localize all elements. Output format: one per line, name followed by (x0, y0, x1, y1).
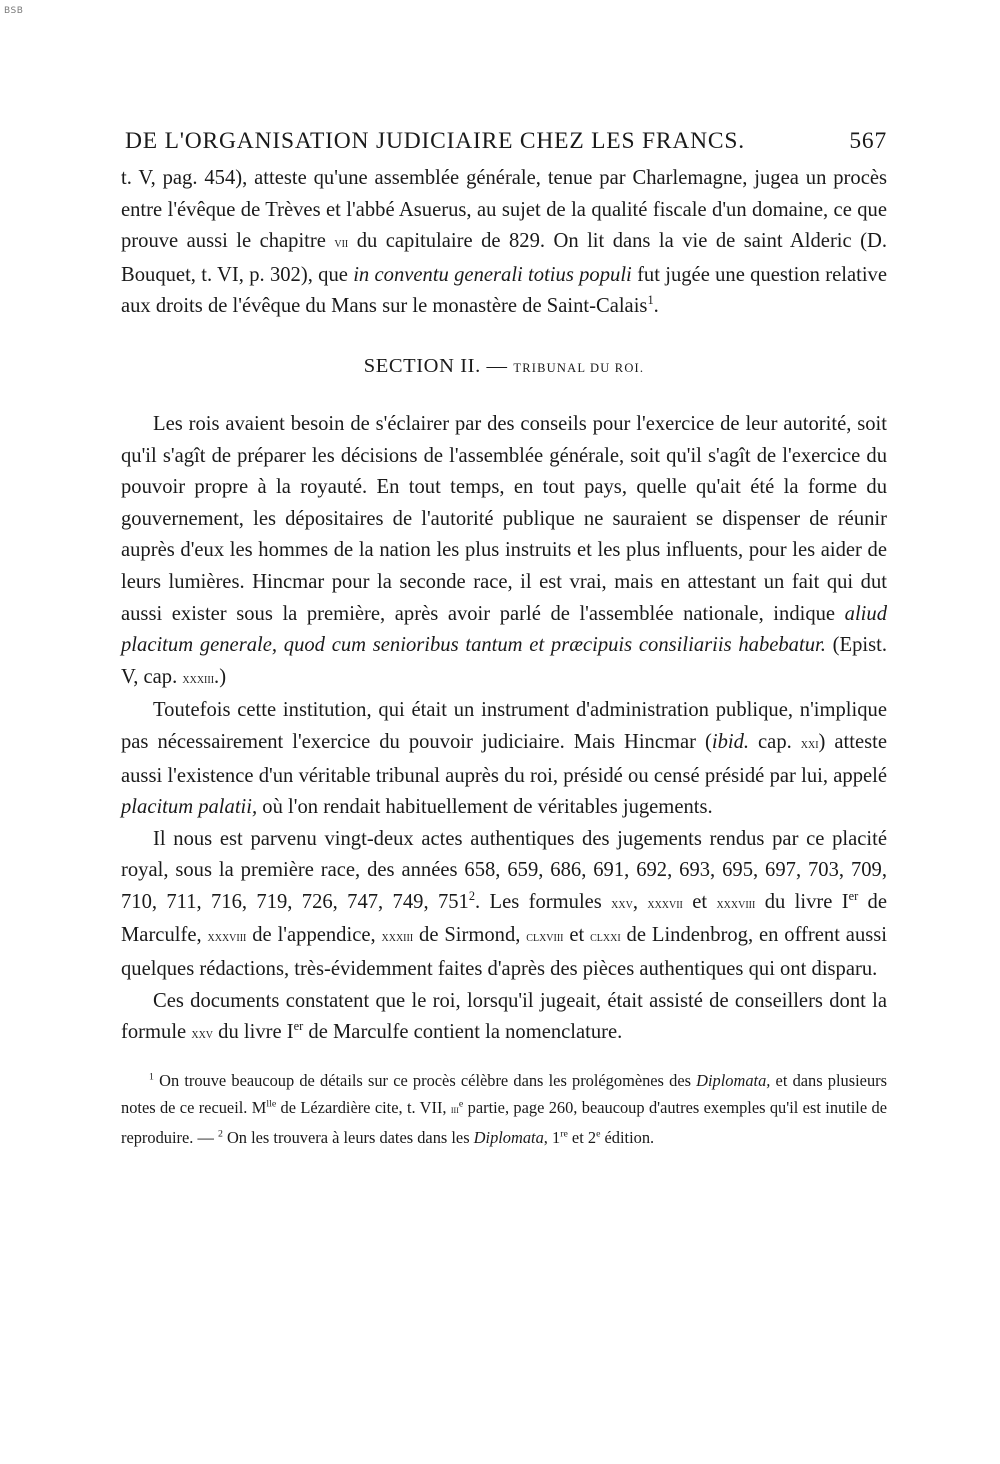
page-number: 567 (849, 128, 887, 154)
footnote-text: de Lézardière cite, t. VII, (276, 1098, 451, 1118)
text-run: , (632, 890, 648, 913)
paragraph (121, 824, 887, 986)
running-head (125, 126, 887, 156)
text-run: et (682, 890, 717, 913)
text-run: du livre I (755, 890, 849, 913)
text-run: . (653, 295, 659, 318)
library-watermark: BSB (4, 6, 24, 16)
footnote-text: On trouve beaucoup de détails sur ce procès célèbre dans les prolégomènes des (153, 1070, 697, 1090)
text-run: fut jugée une question relative aux droits de l'évêque du Mans sur le monastère de Saint-Calais (121, 263, 887, 318)
footnote-title: Diplomata (473, 1127, 544, 1147)
footnote-title: Diplomata, (696, 1070, 771, 1090)
roman-numeral: xxxvii (647, 895, 683, 912)
paragraph (121, 986, 887, 1051)
roman-numeral: xxi (800, 735, 819, 752)
footnote-text: et 2 (567, 1127, 597, 1147)
text-run: Toutefois cette institution, qui était un instrument d'administration publique, n'implique pas nécessairement l'exercice du pouvoir judiciaire. Mais Hincmar ( (121, 699, 887, 753)
ordinal-suffix: e (596, 1128, 601, 1140)
latin-quote: in conventu generali totius populi (353, 263, 632, 286)
roman-numeral: xxv (191, 1026, 214, 1043)
text-run: du livre I (213, 1021, 294, 1044)
footnote-text: et dans plusieurs notes de ce recueil. M (121, 1070, 887, 1118)
text-run: Ces documents constatent que le roi, lorsqu'il jugeait, était assisté de conseillers dont la formule (121, 989, 887, 1044)
text-run: cap. (749, 730, 801, 753)
roman-numeral: xxxviii (207, 929, 247, 946)
text-run: . Les formules (475, 890, 612, 913)
roman-numeral: vii (334, 235, 349, 252)
text-run: du capitulaire de 829. On lit dans la vie de saint Alderic (D. Bouquet, t. VI, p. 302), que (121, 230, 887, 286)
section-heading (121, 351, 887, 383)
paragraph (121, 695, 887, 823)
latin-quote: aliud placitum generale, quod cum senioribus tantum et præcipuis consiliariis habebatur. (121, 602, 887, 657)
text-run: de Marculfe, (121, 890, 887, 947)
roman-numeral: xxv (611, 895, 633, 912)
text-run: t. V, pag. 454), atteste qu'une assemblée générale, tenue par Charlemagne, jugea un procès entre l'évêque de Trèves et l'abbé Asuerus, au sujet de la qualité fiscale d'un domaine, ce que prouve aussi le chapitre (121, 167, 887, 253)
footnote-marker-1: 1 (149, 1071, 154, 1083)
section-number: SECTION II. (363, 354, 481, 377)
ordinal-suffix: e (458, 1098, 464, 1110)
text-run: .) (214, 665, 227, 688)
roman-numeral: clxviii (526, 929, 564, 946)
running-head-title: DE L'ORGANISATION JUDICIAIRE CHEZ LES FRANCS. (125, 128, 745, 154)
text-run: (Epist. V, cap. (121, 634, 887, 688)
footnote-ref-2: 2 (468, 889, 476, 904)
book-page (121, 126, 887, 1151)
latin-term: placitum palatii, (121, 796, 258, 819)
text-run: de Marculfe contient la nomenclature. (303, 1021, 623, 1044)
footnote-text: , 1 (543, 1127, 561, 1147)
footnote-ref-1: 1 (647, 293, 654, 308)
text-run: et (563, 924, 591, 947)
ordinal-suffix: er (293, 1019, 304, 1034)
roman-numeral: xxxiii (182, 670, 215, 687)
ordinal-suffix: re (560, 1128, 568, 1140)
text-run: Il nous est parvenu vingt-deux actes authentiques des jugements rendus par ce placité royal, sous la première race, des années 658, 659, 686, 691, 692, 693, 695, 697, 703, 709, 710, 711, 716, 719, 726, 747, 749, 751 (121, 827, 887, 913)
text-run: Les rois avaient besoin de s'éclairer par des conseils pour l'exercice de leur autorité, soit qu'il s'agît de préparer les décisions de l'assemblée générale, soit qu'il s'agît de l'exercice du pouvoir propre à la royauté. En tout temps, en tout pays, quelle qu'ait été la forme du gouvernement, les dépositaires de l'autorité publique ne sauraient se dispenser de réunir auprès d'eux les hommes de la nation les plus instruits et les plus influents, pour les aider de leurs lumières. Hincmar pour la seconde race, il est vrai, mais en attestant un fait qui dut aussi exister sous la première, après avoir parlé de l'assemblée nationale, indique (121, 412, 887, 625)
footnote-text: partie, page 260, beaucoup d'autres exemples qu'il est inutile de reproduire. — (121, 1098, 887, 1147)
text-run: de Sirmond, (413, 924, 527, 947)
paragraph (121, 409, 887, 695)
section-dash: — (480, 354, 514, 377)
title-suffix: lle (266, 1098, 277, 1110)
roman-numeral: xxxiii (381, 929, 414, 946)
text-run: ) atteste aussi l'existence d'un véritable tribunal auprès du roi, présidé ou censé présidé par lui, appelé (121, 730, 887, 787)
latin-ref: ibid. (711, 730, 750, 753)
text-run: où l'on rendait habituellement de véritables jugements. (257, 796, 713, 819)
text-run: de l'appendice, (246, 924, 382, 947)
text-run: de Lindenbrog, en offrent aussi quelques rédactions, très-évidemment faites d'après des pièces authentiques qui ont disparu. (121, 924, 887, 981)
roman-numeral: clxxi (590, 929, 621, 946)
footnote-text: On les trouvera à leurs dates dans les (222, 1127, 474, 1147)
ordinal-suffix: er (848, 889, 859, 904)
roman-numeral: xxxviii (716, 895, 756, 912)
footnote-text: édition. (600, 1127, 655, 1147)
paragraph-continuation (121, 163, 887, 323)
section-title: TRIBUNAL DU ROI. (513, 360, 645, 375)
footnote-marker-2: 2 (217, 1128, 223, 1140)
roman-numeral: iii (450, 1102, 459, 1117)
footnotes (121, 1067, 887, 1152)
